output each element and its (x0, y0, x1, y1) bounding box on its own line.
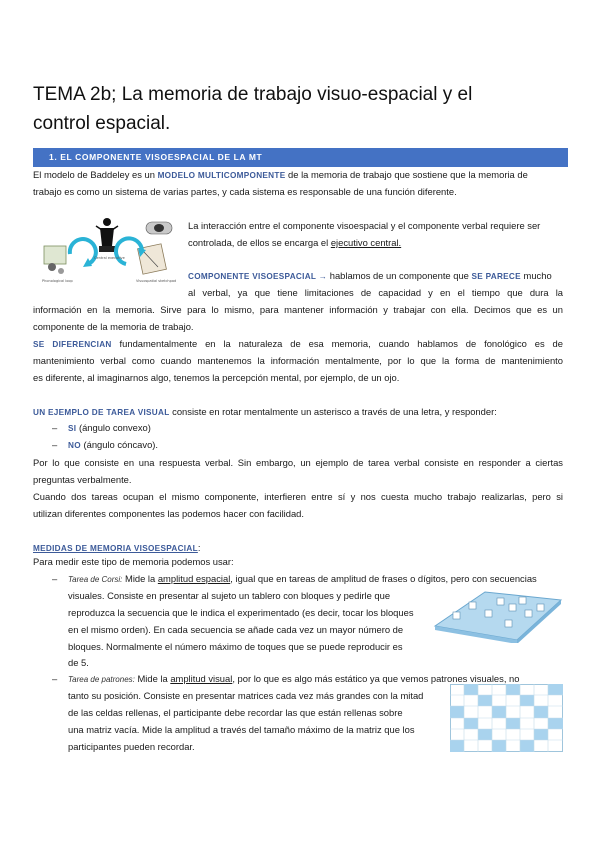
text-run: Mide la (122, 573, 158, 584)
matrix-cell-filled (534, 706, 548, 718)
text-run: Mide la (134, 673, 171, 684)
text-run: controlada, de ellos se encarga el (188, 237, 331, 248)
si-term: SI (68, 424, 77, 433)
patterns-line2: tanto su posición. Consiste en presentar matrices cada vez más grandes con la mitad (68, 690, 424, 701)
matrix-cell-filled (464, 684, 478, 695)
matrix-cell-filled (548, 684, 563, 695)
figure-label-left: Phonological loop (42, 279, 73, 283)
no-term: NO (68, 441, 81, 450)
corsi-block (453, 612, 460, 619)
p5-line-c: Cuando dos tareas ocupan el mismo componente, interfieren entre sí y nos cuesta mucho trabajo realizarlas, pero si (33, 491, 563, 502)
p5-line-b: preguntas verbalmente. (33, 474, 132, 485)
matrix-cell-filled (478, 729, 492, 740)
matrix-cell-filled (478, 695, 492, 706)
matrix-cell-filled (450, 740, 464, 752)
corsi-line1 (68, 570, 537, 588)
measures-intro: Para medir este tipo de memoria podemos usar: (33, 556, 234, 567)
text-run: , por lo que es algo más estático ya que vemos patrones visuales, no (232, 673, 520, 684)
corsi-block (537, 604, 544, 611)
text-run: hablamos de un componente que (327, 270, 472, 281)
no-item (68, 436, 158, 454)
se-diferencian-term: SE DIFERENCIAN (33, 340, 112, 349)
corsi-line4: en el mismo orden). En cada secuencia se añade cada vez un mayor número de (68, 624, 404, 635)
corsi-block (469, 602, 476, 609)
measures-heading-text: MEDIDAS DE MEMORIA VISOESPACIAL (33, 544, 198, 553)
p3-line1 (188, 267, 552, 285)
patterns-line5: participantes pueden recordar. (68, 741, 195, 752)
p3-line3: información en la memoria. Sirve para lo mismo, para mantener información y trabajar con ella. Decimos que es un (33, 304, 563, 315)
corsi-label: Tarea de Corsi: (68, 575, 123, 584)
text-run: consiste en rotar mentalmente un asterisco a través de una letra, y responder: (169, 406, 497, 417)
corsi-block (505, 620, 512, 627)
text-run: , igual que en tareas de amplitud de frases o dígitos, pero con secuencias (230, 573, 537, 584)
text-run: fundamentalmente en la naturaleza de esa memoria, cuando hablamos de fonológico es de (111, 338, 563, 349)
title-line-1: TEMA 2b; La memoria de trabajo visuo-espacial y el (33, 84, 473, 105)
p4-line2: mantenimiento verbal como cuando mantenemos la información mentalmente, por lo que la forma de mantenimiento (33, 355, 563, 366)
matrix-cell-filled (506, 718, 520, 729)
dash-bullet-icon: – (52, 439, 58, 450)
dash-bullet-icon: – (52, 422, 58, 433)
central-executive-link: ejecutivo central. (330, 237, 402, 248)
p3-line4: componente de la memoria de trabajo. (33, 321, 194, 332)
section-heading-bar: 1. EL COMPONENTE VISOESPACIAL DE LA MT (33, 148, 568, 167)
text-run: mucho (520, 270, 552, 281)
baddeley-model-illustration (38, 212, 176, 286)
matrix-cell-filled (506, 684, 520, 695)
p2-line2 (188, 234, 401, 251)
corsi-block (525, 610, 532, 617)
text-run: El modelo de Baddeley es un (33, 169, 158, 180)
p4-line1 (33, 335, 563, 353)
model-multicomponent-term: MODELO MULTICOMPONENTE (157, 171, 286, 180)
p5-line-a: Por lo que consiste en una respuesta verbal. Sin embargo, un ejemplo de tarea verbal consiste en responder a ciertas (33, 457, 563, 468)
se-parece-term: SE PARECE (471, 272, 521, 281)
matrix-cell-filled (492, 706, 506, 718)
corsi-line3: reproduzca la secuencia que le indica el experimentado (es decir, tocar los bloques (68, 607, 414, 618)
corsi-block (497, 598, 504, 605)
spatial-span-term: amplitud espacial (157, 573, 231, 584)
corsi-block (519, 597, 526, 604)
dash-bullet-icon: – (52, 673, 58, 684)
p4-line3: es diferente, al imaginarnos algo, tenemos la percepción mental, por ejemplo, de un ojo. (33, 372, 400, 383)
matrix-cell-filled (464, 718, 478, 729)
pattern-matrix-illustration (450, 684, 563, 752)
text-run: : (197, 542, 201, 553)
text-run: (ángulo convexo) (76, 422, 151, 433)
si-item (68, 419, 151, 437)
patterns-line4: una matriz vacía. Mide la amplitud a través del tamaño máximo de la matriz que los (68, 724, 415, 735)
p1-line2: trabajo es como un sistema de varias partes, y cada sistema es responsable de una función diferente. (33, 186, 457, 197)
p5-line-d: utilizan diferentes componentes las podemos hacer con facilidad. (33, 508, 304, 519)
corsi-line6: de 5. (68, 657, 89, 668)
page-title (33, 80, 553, 138)
corsi-line5: bloques. Normalmente el número máximo de toques que se puede reproducir es (68, 641, 403, 652)
text-run: de la memoria de trabajo que sostiene que la memoria de (285, 169, 528, 180)
visuospatial-component-term: COMPONENTE VISOESPACIAL → (188, 272, 328, 281)
corsi-board-illustration (425, 588, 565, 643)
visual-span-term: amplitud visual (170, 673, 233, 684)
figure-label-center: Central executive (94, 256, 125, 260)
text-run: (ángulo cóncavo). (80, 439, 159, 450)
matrix-cell-filled (450, 706, 464, 718)
p2-line1: La interacción entre el componente visoespacial y el componente verbal requiere ser (188, 220, 541, 231)
p3-line2: al verbal, ya que tiene limitaciones de capacidad y en el tiempo que dura la (188, 287, 563, 298)
p1-line1 (33, 166, 528, 184)
matrix-cell-filled (534, 729, 548, 740)
matrix-cell-filled (548, 718, 563, 729)
visual-task-example-term: UN EJEMPLO DE TAREA VISUAL (33, 408, 170, 417)
patterns-line3: de las celdas rellenas, el participante debe recordar las que están rellenas sobre (68, 707, 403, 718)
corsi-line2: visuales. Consiste en presentar al sujeto un tablero con bloques y pedirle que (68, 590, 391, 601)
dash-bullet-icon: – (52, 573, 58, 584)
corsi-block (509, 604, 516, 611)
matrix-cell-filled (492, 740, 506, 752)
matrix-cell-filled (520, 695, 534, 706)
matrix-cell-filled (520, 740, 534, 752)
figure-label-right: Visuospatial sketchpad (136, 279, 176, 283)
patterns-label: Tarea de patrones: (68, 675, 135, 684)
corsi-block (485, 610, 492, 617)
title-line-2: control espacial. (33, 113, 171, 134)
